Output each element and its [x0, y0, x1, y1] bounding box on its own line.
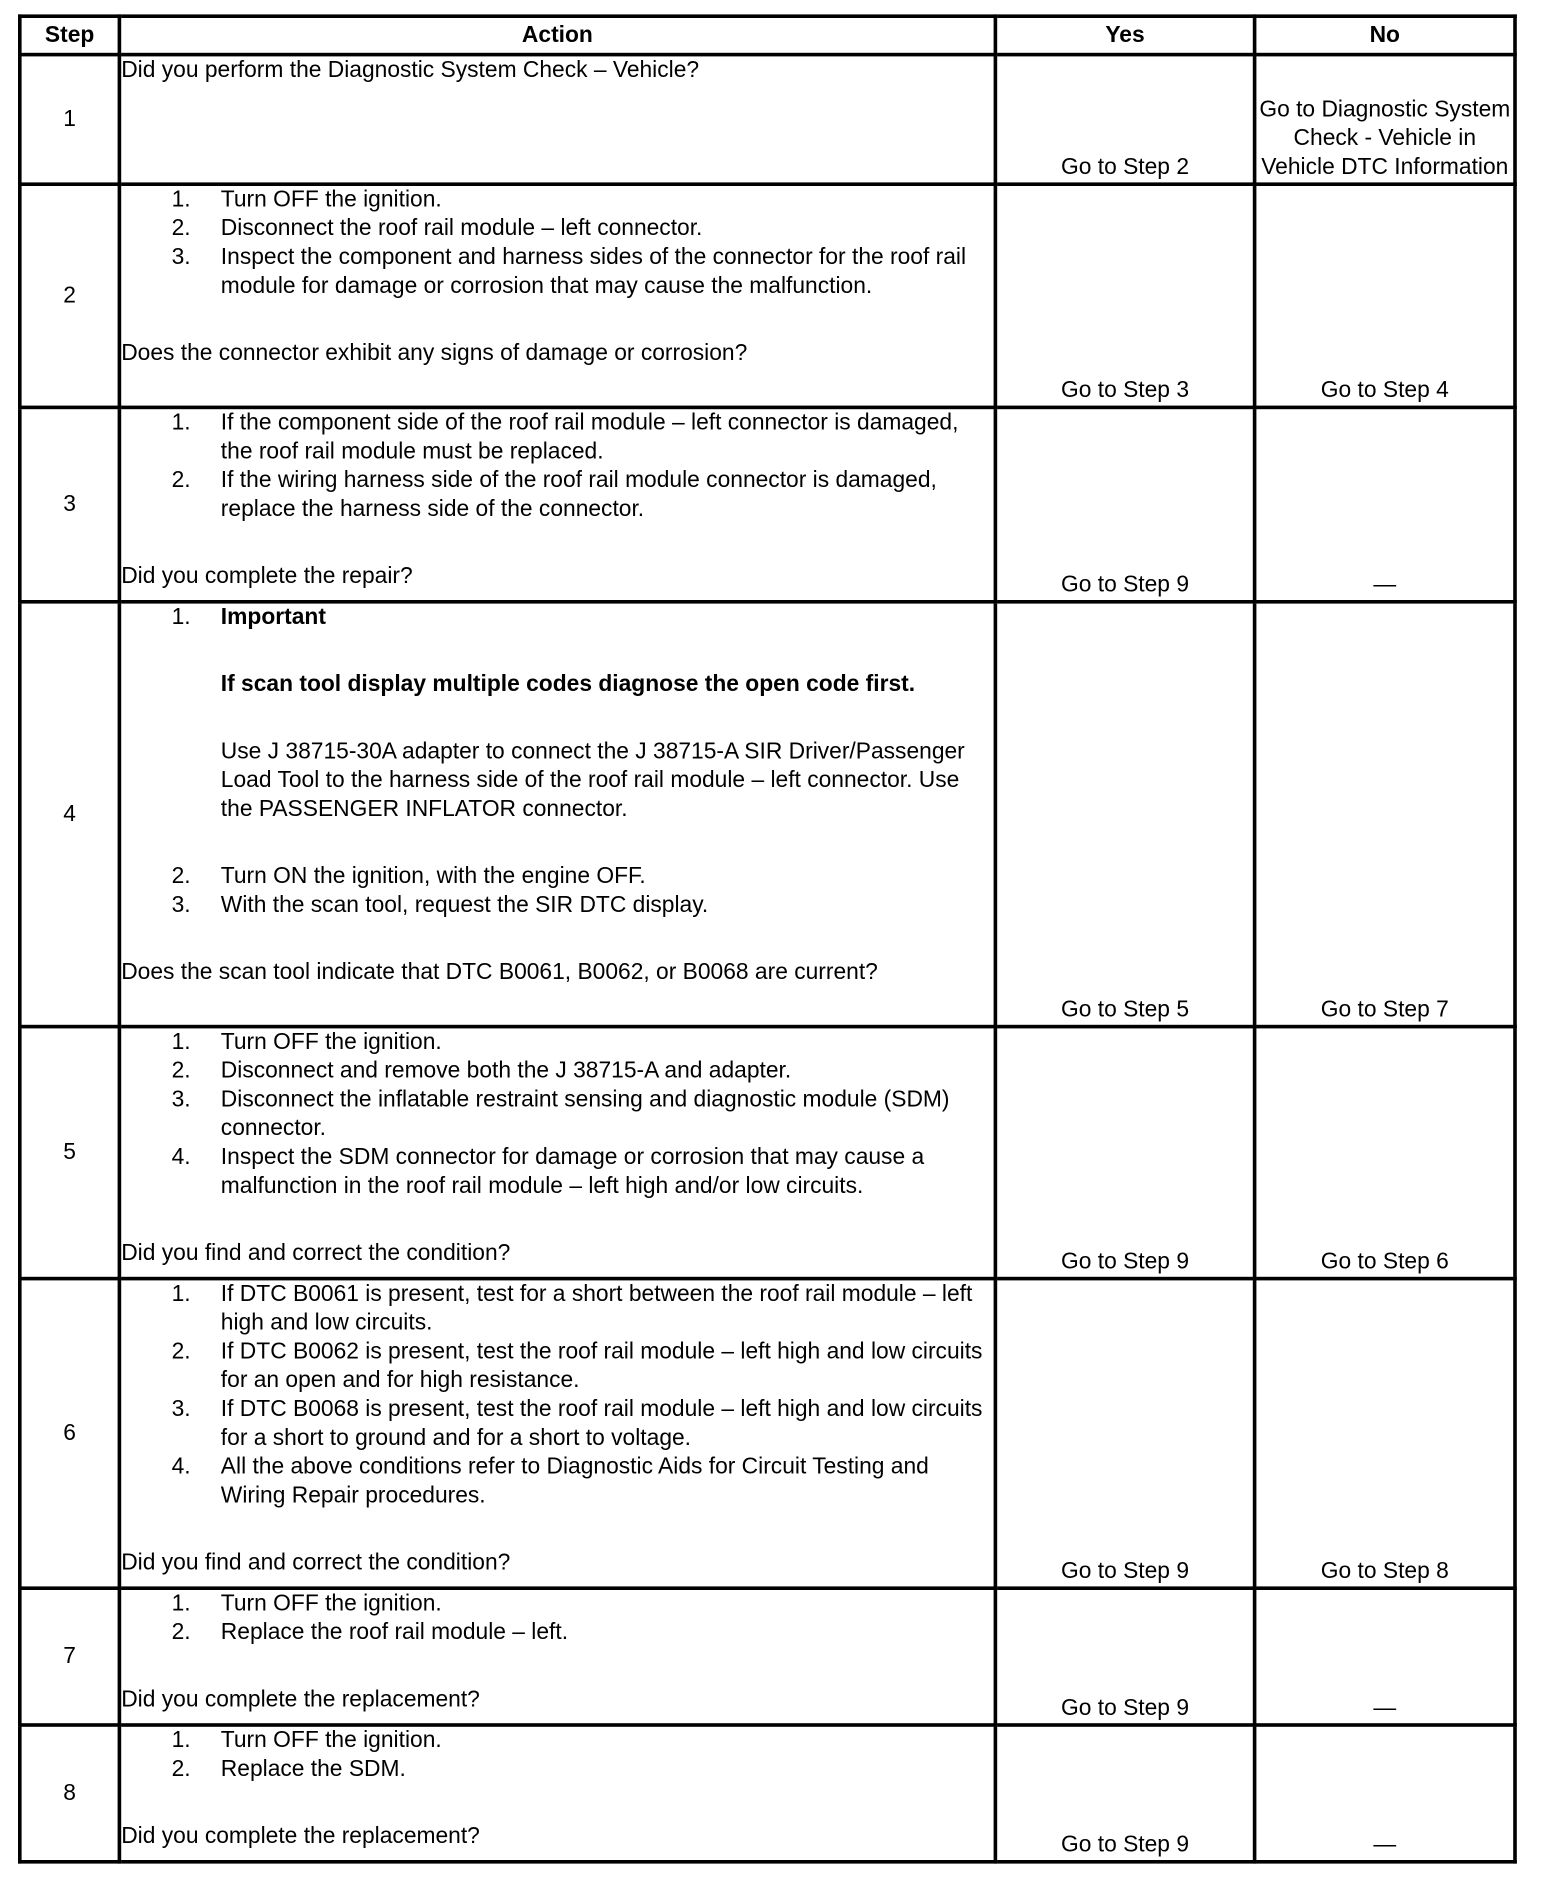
- no-result: Go to Diagnostic System Check - Vehicle in Vehicle DTC Information: [1255, 55, 1515, 185]
- item-text: If the wiring harness side of the roof rail module connector is damaged, replace the harness side of the connector.: [220, 468, 937, 522]
- no-result: —: [1255, 1725, 1515, 1862]
- item-text: Disconnect the roof rail module – left connector.: [220, 216, 703, 242]
- step-number: 4: [20, 602, 120, 1027]
- action-question: Did you complete the replacement?: [121, 1824, 480, 1850]
- list-item: [121, 467, 993, 525]
- action-cell: [119, 407, 995, 601]
- action-cell: [119, 602, 995, 1027]
- action-question: Did you find and correct the condition?: [121, 1240, 511, 1266]
- table-row: [20, 184, 1515, 407]
- item-number: 4.: [171, 1454, 191, 1480]
- no-result: Go to Step 4: [1255, 184, 1515, 407]
- table-row: [20, 1279, 1515, 1589]
- yes-result: Go to Step 9: [995, 1279, 1254, 1589]
- table-row: [20, 1725, 1515, 1862]
- action-list: [121, 409, 993, 524]
- list-item: [121, 1086, 993, 1144]
- important-block: [221, 604, 994, 863]
- action-question: Does the scan tool indicate that DTC B0061, B0062, or B0068 are current?: [121, 960, 878, 986]
- action-list: [121, 1590, 993, 1648]
- yes-result: Go to Step 9: [995, 1588, 1254, 1725]
- list-item: [121, 186, 993, 215]
- item-text: If DTC B0062 is present, test the roof rail module – left high and low circuits for an open and for high resistance.: [220, 1339, 983, 1394]
- item-text: Disconnect and remove both the J 38715-A and adapter.: [220, 1058, 792, 1084]
- item-number: 1.: [171, 1591, 191, 1617]
- yes-result: Go to Step 9: [995, 1725, 1254, 1862]
- table-row: [20, 55, 1515, 185]
- list-item: [121, 409, 993, 467]
- list-item-important: [121, 604, 993, 863]
- item-text: Inspect the SDM connector for damage or corrosion that may cause a malfunction in the roof rail module – left high and/or low circuits.: [220, 1144, 925, 1199]
- header-step: Step: [20, 16, 120, 54]
- important-instruction: Use J 38715-30A adapter to connect the J 38715-A SIR Driver/Passenger Load Tool to the harness side of the roof rail module – left connector. Use the PASSENGER INFLATOR connector.: [220, 739, 965, 823]
- item-number: 2.: [171, 1756, 191, 1783]
- yes-result: Go to Step 2: [995, 55, 1254, 185]
- item-text: Replace the roof rail module – left.: [220, 1620, 569, 1646]
- list-item: [121, 244, 993, 302]
- step-number: 7: [20, 1588, 120, 1725]
- step-number: 5: [20, 1027, 120, 1279]
- action-list: [121, 604, 993, 921]
- list-item: [121, 215, 993, 244]
- list-item: [121, 1727, 993, 1756]
- item-text: With the scan tool, request the SIR DTC display.: [220, 892, 709, 919]
- table-row: [20, 1027, 1515, 1279]
- action-text: Did you perform the Diagnostic System Check – Vehicle?: [121, 57, 700, 83]
- list-item: [121, 1756, 993, 1785]
- action-cell: [119, 1588, 995, 1725]
- item-text: Turn OFF the ignition.: [220, 1029, 442, 1055]
- item-number: 3.: [171, 1087, 191, 1113]
- action-list: [121, 1727, 993, 1785]
- header-action: Action: [119, 16, 995, 54]
- item-number: 1.: [171, 1728, 191, 1754]
- item-text: If DTC B0061 is present, test for a short between the roof rail module – left high and low circuits.: [220, 1281, 973, 1336]
- list-item: [121, 1619, 993, 1648]
- action-list: [121, 1280, 993, 1510]
- no-result: Go to Step 6: [1255, 1027, 1515, 1279]
- item-number: 2.: [171, 1339, 191, 1365]
- list-item: [121, 1396, 993, 1454]
- action-cell: [119, 1027, 995, 1279]
- item-text: If DTC B0068 is present, test the roof rail module – left high and low circuits for a short to ground and for a short to voltage.: [220, 1396, 983, 1451]
- header-no: No: [1255, 16, 1515, 54]
- action-cell: [119, 1725, 995, 1862]
- no-result: —: [1255, 407, 1515, 601]
- step-number: 2: [20, 184, 120, 407]
- no-result: Go to Step 8: [1255, 1279, 1515, 1589]
- item-number: 2.: [171, 1620, 191, 1646]
- item-text: Turn ON the ignition, with the engine OFF.: [220, 864, 646, 890]
- important-title: Important: [220, 604, 326, 630]
- action-list: [121, 186, 993, 301]
- item-number: 1.: [171, 604, 191, 630]
- action-list: [121, 1028, 993, 1201]
- step-number: 6: [20, 1279, 120, 1589]
- no-result: Go to Step 7: [1255, 602, 1515, 1027]
- item-number: 3.: [171, 244, 191, 270]
- step-number: 1: [20, 55, 120, 185]
- item-text: Inspect the component and harness sides of the connector for the roof rail module for damage or corrosion that may cause the malfunction.: [220, 244, 967, 299]
- action-cell: [119, 1279, 995, 1589]
- table-row: [20, 1588, 1515, 1725]
- list-item: [121, 1144, 993, 1202]
- list-item: [121, 892, 993, 921]
- item-number: 2.: [171, 468, 191, 494]
- item-text: Turn OFF the ignition.: [220, 187, 442, 213]
- list-item: [121, 1280, 993, 1338]
- item-number: 2.: [171, 1058, 191, 1084]
- item-number: 3.: [171, 1396, 191, 1422]
- table-row: [20, 407, 1515, 601]
- item-number: 1.: [171, 410, 191, 436]
- step-number: 8: [20, 1725, 120, 1862]
- item-text: Turn OFF the ignition.: [220, 1728, 442, 1754]
- action-question: Did you find and correct the condition?: [121, 1550, 511, 1576]
- yes-result: Go to Step 3: [995, 184, 1254, 407]
- yes-result: Go to Step 5: [995, 602, 1254, 1027]
- list-item: [121, 1057, 993, 1086]
- list-item: [121, 1028, 993, 1057]
- table-header-row: [20, 16, 1515, 54]
- item-text: Turn OFF the ignition.: [220, 1591, 442, 1617]
- item-number: 3.: [171, 892, 191, 919]
- item-number: 1.: [171, 1281, 191, 1307]
- action-cell: [119, 55, 995, 185]
- step-number: 3: [20, 407, 120, 601]
- table-row: [20, 602, 1515, 1027]
- list-item: [121, 1590, 993, 1619]
- action-question: Did you complete the replacement?: [121, 1687, 480, 1713]
- header-yes: Yes: [995, 16, 1254, 54]
- list-item: [121, 1338, 993, 1396]
- item-number: 2.: [171, 864, 191, 890]
- item-number: 4.: [171, 1144, 191, 1170]
- action-question: Does the connector exhibit any signs of damage or corrosion?: [121, 340, 748, 366]
- diagnostic-steps-table: [18, 14, 1517, 1863]
- item-number: 2.: [171, 216, 191, 242]
- list-item: [121, 1453, 993, 1511]
- list-item: [121, 863, 993, 892]
- item-number: 1.: [171, 187, 191, 213]
- item-text: All the above conditions refer to Diagnostic Aids for Circuit Testing and Wiring Repair procedures.: [220, 1454, 929, 1509]
- action-cell: [119, 184, 995, 407]
- important-note: If scan tool display multiple codes diagnose the open code first.: [220, 672, 916, 698]
- item-text: Replace the SDM.: [220, 1756, 406, 1783]
- item-text: Disconnect the inflatable restraint sensing and diagnostic module (SDM) connector.: [220, 1087, 950, 1142]
- item-number: 1.: [171, 1029, 191, 1055]
- item-text: If the component side of the roof rail module – left connector is damaged, the roof rail module must be replaced.: [220, 410, 959, 465]
- no-result: —: [1255, 1588, 1515, 1725]
- yes-result: Go to Step 9: [995, 1027, 1254, 1279]
- action-question: Did you complete the repair?: [121, 564, 413, 590]
- yes-result: Go to Step 9: [995, 407, 1254, 601]
